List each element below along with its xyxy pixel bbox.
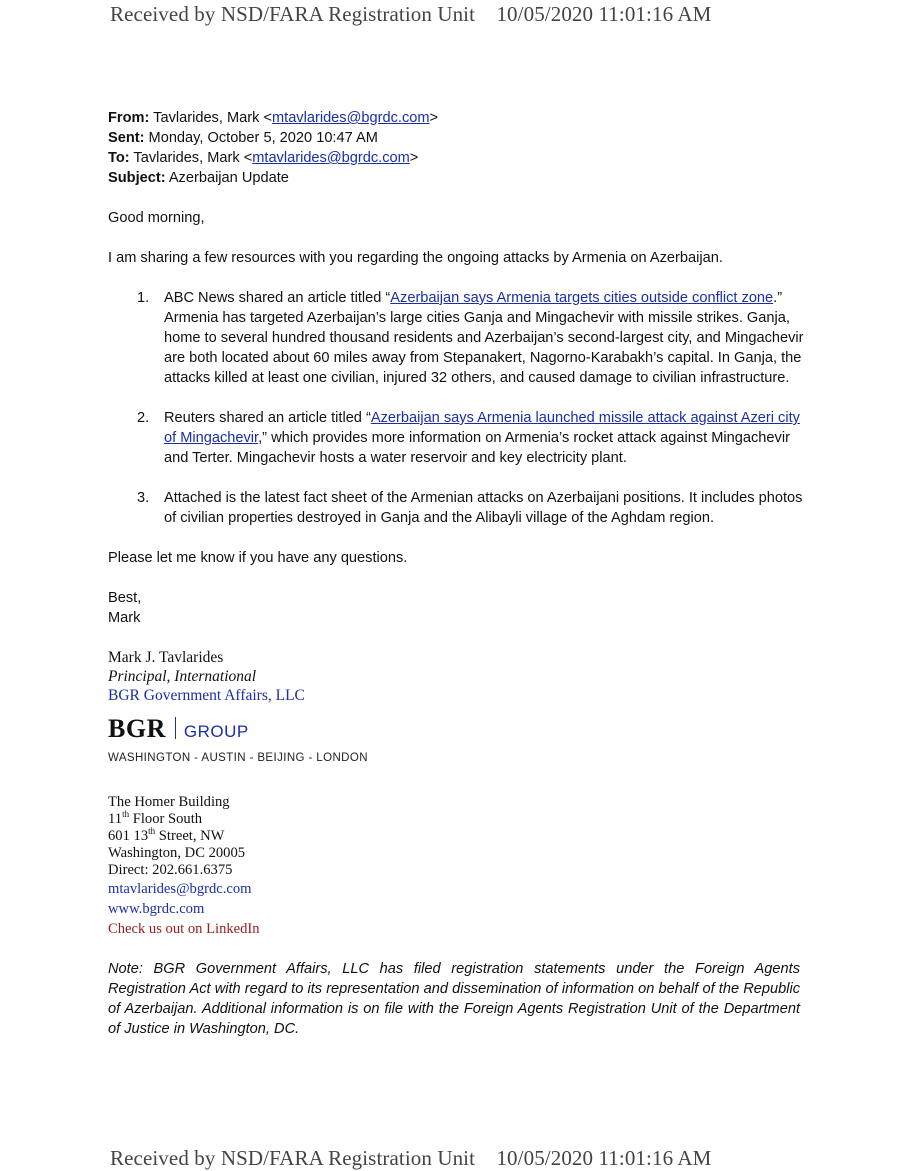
from-close: > (429, 110, 439, 126)
list-item (108, 488, 808, 528)
to-email-link[interactable]: mtavlarides@bgrdc.com (252, 150, 410, 166)
list-item (108, 408, 808, 468)
signature-email-link[interactable]: mtavlarides@bgrdc.com (108, 881, 252, 897)
logo-group-text: GROUP (183, 722, 249, 741)
fara-stamp-top: Received by NSD/FARA Registration Unit 10/05/2020 11:01:16 AM (110, 2, 712, 26)
address-street: 601 13th Street, NW (108, 826, 225, 844)
logo-divider (175, 717, 176, 739)
to-line (108, 148, 808, 168)
from-line (108, 108, 808, 128)
website-link[interactable]: www.bgrdc.com (108, 901, 205, 917)
item-text-pre: ABC News shared an article titled “ (164, 290, 391, 306)
address-block (108, 794, 808, 939)
from-email-link[interactable]: mtavlarides@bgrdc.com (271, 110, 430, 126)
linkedin-link[interactable]: Check us out on LinkedIn (108, 921, 260, 937)
address-floor: 11th Floor South (108, 809, 203, 827)
list-number: 2. (137, 410, 150, 426)
from-label: From: (108, 110, 150, 126)
sent-value: Monday, October 5, 2020 10:47 AM (148, 130, 378, 146)
list-number: 3. (137, 490, 150, 506)
address-building: The Homer Building (108, 794, 230, 810)
email-document (108, 108, 808, 1039)
item-text-pre: Reuters shared an article titled “ (164, 410, 371, 426)
greeting: Good morning, (108, 210, 205, 226)
to-name: Tavlarides, Mark < (133, 150, 253, 166)
bgr-group-logo (108, 715, 808, 742)
email-header (108, 108, 808, 188)
direct-phone: Direct: 202.661.6375 (108, 862, 233, 878)
sign-name: Mark (108, 610, 141, 626)
to-close: > (409, 150, 419, 166)
fara-stamp-bottom: Received by NSD/FARA Registration Unit 10/05/2020 11:01:16 AM (110, 1146, 712, 1170)
resource-list (108, 288, 808, 528)
list-number: 1. (137, 290, 150, 306)
sent-label: Sent: (108, 130, 145, 146)
signature-block (108, 648, 808, 705)
signoff: Best, (108, 590, 142, 606)
subject-label: Subject: (108, 170, 166, 186)
intro-paragraph: I am sharing a few resources with you regarding the ongoing attacks by Armenia on Azerbaijan. (108, 250, 723, 266)
signature-title: Principal, International (108, 668, 257, 685)
closing-line: Please let me know if you have any questions. (108, 550, 408, 566)
to-label: To: (108, 150, 130, 166)
subject-line (108, 168, 808, 188)
item-text-pre: Attached is the latest fact sheet of the Armenian attacks on Azerbaijani positions. It includes photos of civilian properties destroyed in Ganja and the Alibayli village of the Aghdam region. (164, 490, 803, 526)
fara-disclosure-note: Note: BGR Government Affairs, LLC has filed registration statements under the Foreign Agents Registration Act with regard to its representation and dissemination of information on behalf of the Republic of Azerbaijan. Additional information is on file with the Foreign Agents Registration Unit of the Department of Justice in Washington, DC. (108, 961, 800, 1037)
list-item (108, 288, 808, 388)
from-name: Tavlarides, Mark < (153, 110, 272, 126)
address-city: Washington, DC 20005 (108, 845, 246, 861)
signature-firm: BGR Government Affairs, LLC (108, 687, 305, 704)
abc-article-link[interactable]: Azerbaijan says Armenia targets cities outside conflict zone (390, 290, 774, 306)
item-text-post: .” Armenia has targeted Azerbaijan’s large cities Ganja and Mingachevir with missile strikes. Ganja, home to several hundred thousand residents and Azerbaijan’s second-largest city, and Mingachevir are both located about 60 miles away from Stepanakert, Nagorno-Karabakh’s capital. In Ganja, the attacks killed at least one civilian, injured 32 others, and caused damage to civilian infrastructure. (164, 290, 804, 386)
sent-line (108, 128, 808, 148)
office-cities: WASHINGTON - AUSTIN - BEIJING - LONDON (108, 752, 368, 764)
subject-value: Azerbaijan Update (168, 170, 289, 186)
signature-name: Mark J. Tavlarides (108, 649, 224, 666)
logo-bgr-text: BGR (108, 714, 166, 743)
reuters-article-link[interactable]: Azerbaijan says Armenia launched missile attack against Azeri city of Mingachevir (164, 410, 800, 446)
item-text-post: ,” which provides more information on Armenia’s rocket attack against Mingachevir and Terter. Mingachevir hosts a water reservoir and key electricity plant. (164, 430, 790, 466)
